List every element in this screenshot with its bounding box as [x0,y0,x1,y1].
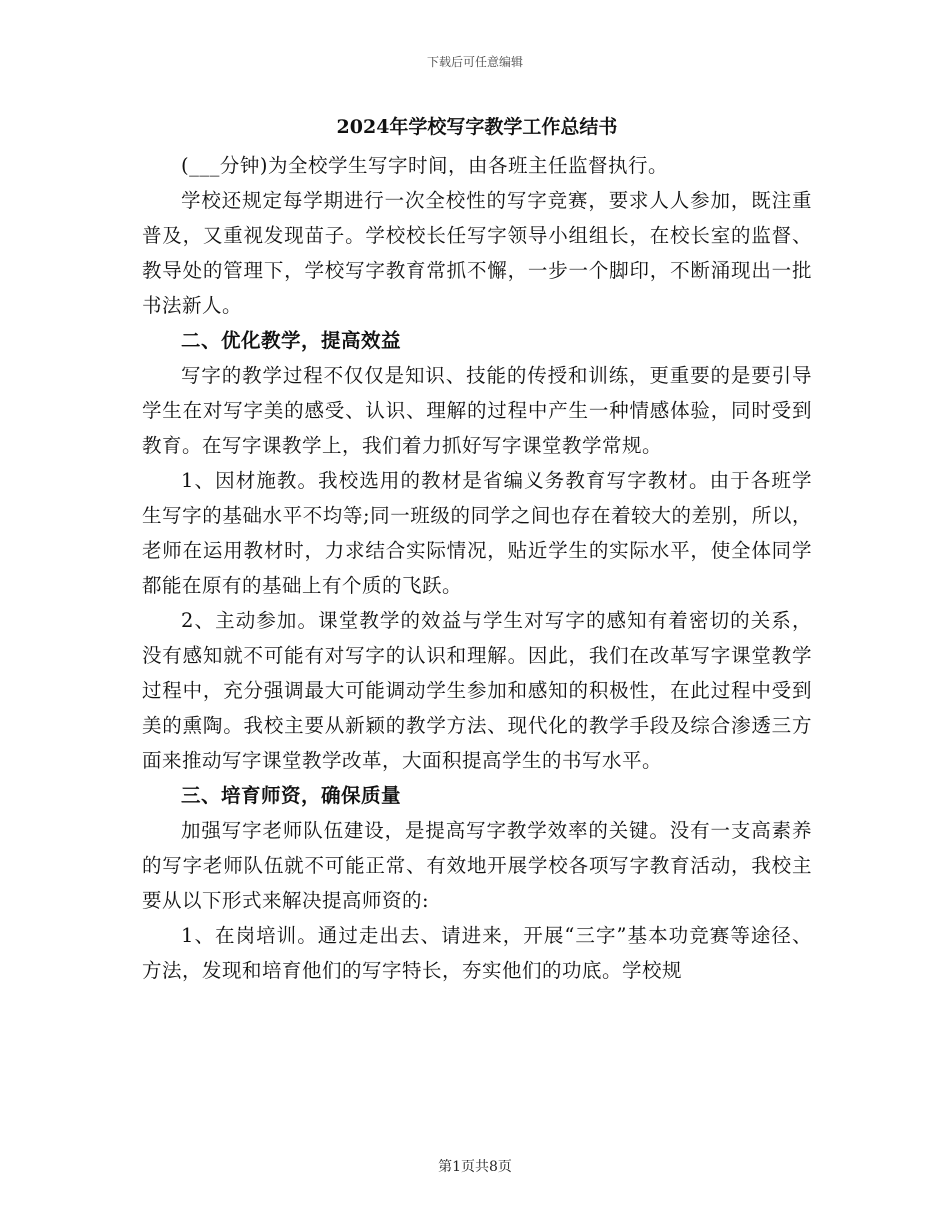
paragraph: 写字的教学过程不仅仅是知识、技能的传授和训练，更重要的是要引导学生在对写字美的感受、认识、理解的过程中产生一种情感体验，同时受到教育。在写字课教学上，我们着力抓好写字课堂教学常规。 [142,364,812,457]
paragraph: 2、主动参加。课堂教学的效益与学生对写字的感知有着密切的关系，没有感知就不可能有对写字的认识和理解。因此，我们在改革写字课堂教学过程中，充分强调最大可能调动学生参加和感知的积极性，在此过程中受到美的熏陶。我校主要从新颖的教学方法、现代化的教学手段及综合渗透三方面来推动写字课堂教学改革，大面积提高学生的书写水平。 [142,609,812,772]
document-title: 2024年学校写字教学工作总结书 [336,116,618,138]
page-header-note: 下载后可任意编辑 [426,55,523,69]
paragraph: 1、因材施教。我校选用的教材是省编义务教育写字教材。由于各班学生写字的基础水平不均等;同一班级的同学之间也存在着较大的差别，所以，老师在运用教材时，力求结合实际情况，贴近学生的实际水平，使全体同学都能在原有的基础上有个质的飞跃。 [142,469,812,597]
paragraph: (___分钟)为全校学生写字时间，由各班主任监督执行。 [181,154,668,177]
section-heading: 三、培育师资，确保质量 [181,784,402,807]
section-heading: 二、优化教学，提高效益 [181,329,402,352]
document-body [142,112,812,988]
page-footer: 第1页共8页 [438,1159,512,1175]
paragraph: 学校还规定每学期进行一次全校性的写字竞赛，要求人人参加，既注重普及，又重视发现苗子。学校校长任写字领导小组组长，在校长室的监督、教导处的管理下，学校写字教育常抓不懈，一步一个脚印，不断涌现出一批书法新人。 [142,189,812,317]
paragraph: 1、在岗培训。通过走出去、请进来，开展“三字”基本功竞赛等途径、方法，发现和培育他们的写字特长，夯实他们的功底。学校规 [142,924,812,982]
paragraph: 加强写字老师队伍建设，是提高写字教学效率的关键。没有一支高素养的写字老师队伍就不可能正常、有效地开展学校各项写字教育活动，我校主要从以下形式来解决提高师资的: [142,819,812,912]
